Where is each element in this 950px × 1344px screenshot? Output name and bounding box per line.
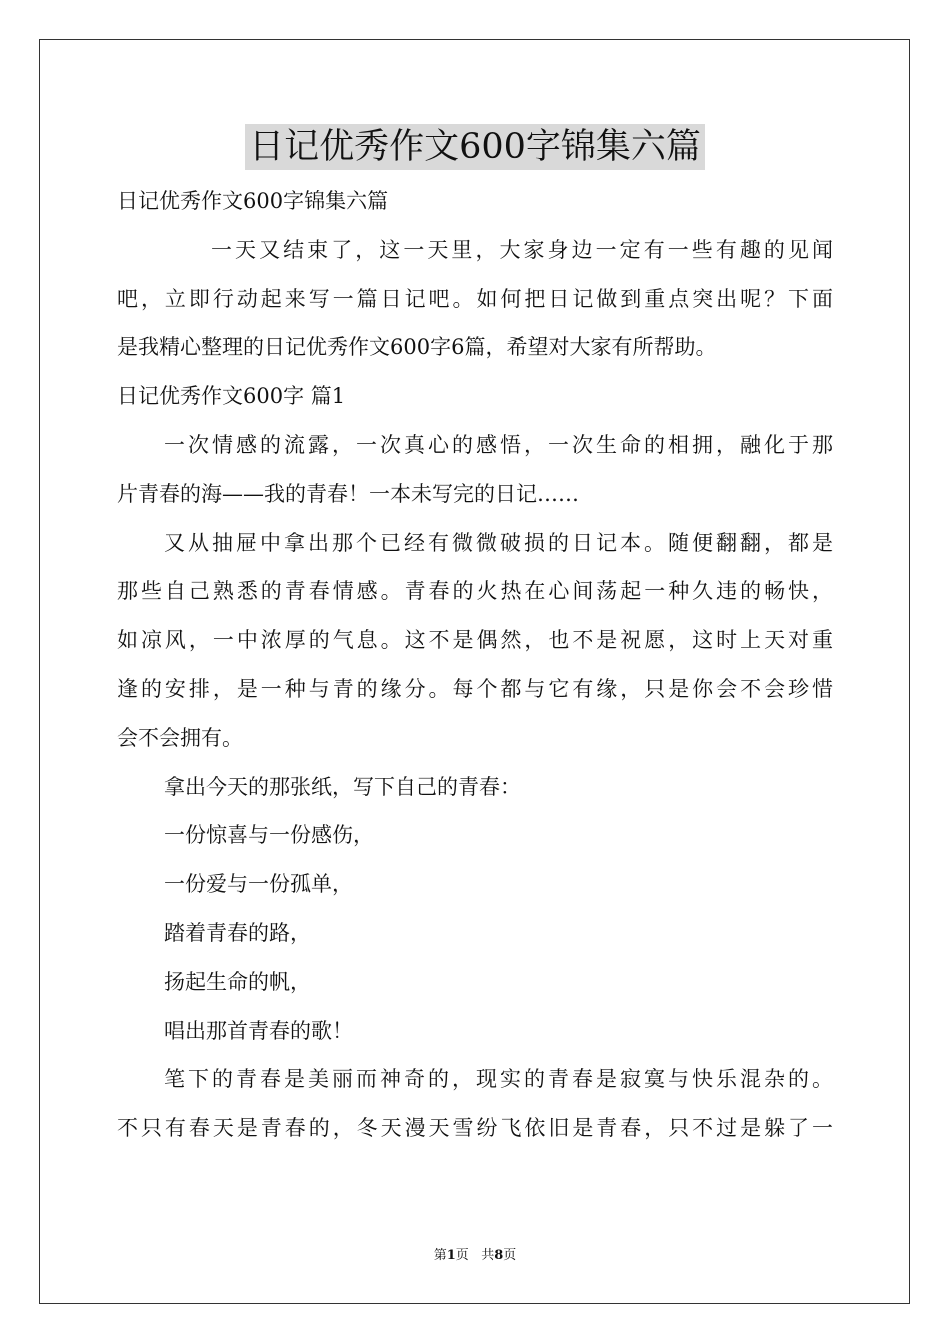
text-line: 是我精心整理的日记优秀作文600字6篇，希望对大家有所帮助。 <box>117 335 717 360</box>
footer-total-pages: 8 <box>494 1248 504 1263</box>
text-line: 日记优秀作文600字 篇1 <box>117 384 346 409</box>
text-line: 扬起生命的帆， <box>164 969 311 994</box>
text-line: 一天又结束了，这一天里，大家身边一定有一些有趣的见闻 <box>211 237 833 262</box>
footer-total-prefix: 共 <box>481 1247 495 1262</box>
text-line: 那些自己熟悉的青春情感。青春的火热在心间荡起一种久违的畅快， <box>117 579 833 604</box>
footer-page-prefix: 第 <box>433 1247 447 1262</box>
document-body <box>117 177 833 1153</box>
footer-total-suffix: 页 <box>503 1247 517 1262</box>
text-line: 不只有春天是青春的，冬天漫天雪纷飞依旧是青春，只不过是躲了一 <box>117 1116 833 1141</box>
text-line: 片青春的海——我的青春！一本未写完的日记…… <box>117 481 579 506</box>
footer-page-number: 1 <box>446 1248 456 1263</box>
text-line: 逢的安排，是一种与青的缘分。每个都与它有缘，只是你会不会珍惜 <box>117 676 833 701</box>
text-line: 一次情感的流露，一次真心的感悟，一次生命的相拥，融化于那 <box>164 432 833 457</box>
text-line: 日记优秀作文600字锦集六篇 <box>117 189 389 213</box>
title-area <box>0 124 950 170</box>
text-line: 一份惊喜与一份感伤， <box>164 823 374 848</box>
document-title: 日记优秀作文600字锦集六篇 <box>245 124 705 170</box>
text-line: 拿出今天的那张纸，写下自己的青春： <box>164 774 521 799</box>
text-line: 吧，立即行动起来写一篇日记吧。如何把日记做到重点突出呢？下面 <box>117 286 833 311</box>
footer-page-suffix: 页 <box>455 1247 469 1262</box>
text-line: 踏着青春的路， <box>164 920 311 945</box>
text-line: 会不会拥有。 <box>117 725 243 750</box>
text-line: 一份爱与一份孤单， <box>164 872 353 897</box>
page-footer <box>0 1246 950 1265</box>
text-line: 唱出那首青春的歌！ <box>164 1018 353 1043</box>
text-line: 笔下的青春是美丽而神奇的，现实的青春是寂寞与快乐混杂的。 <box>164 1067 833 1092</box>
text-line: 如凉风，一中浓厚的气息。这不是偶然，也不是祝愿，这时上天对重 <box>117 628 833 653</box>
text-line: 又从抽屉中拿出那个已经有微微破损的日记本。随便翻翻，都是 <box>164 530 833 555</box>
